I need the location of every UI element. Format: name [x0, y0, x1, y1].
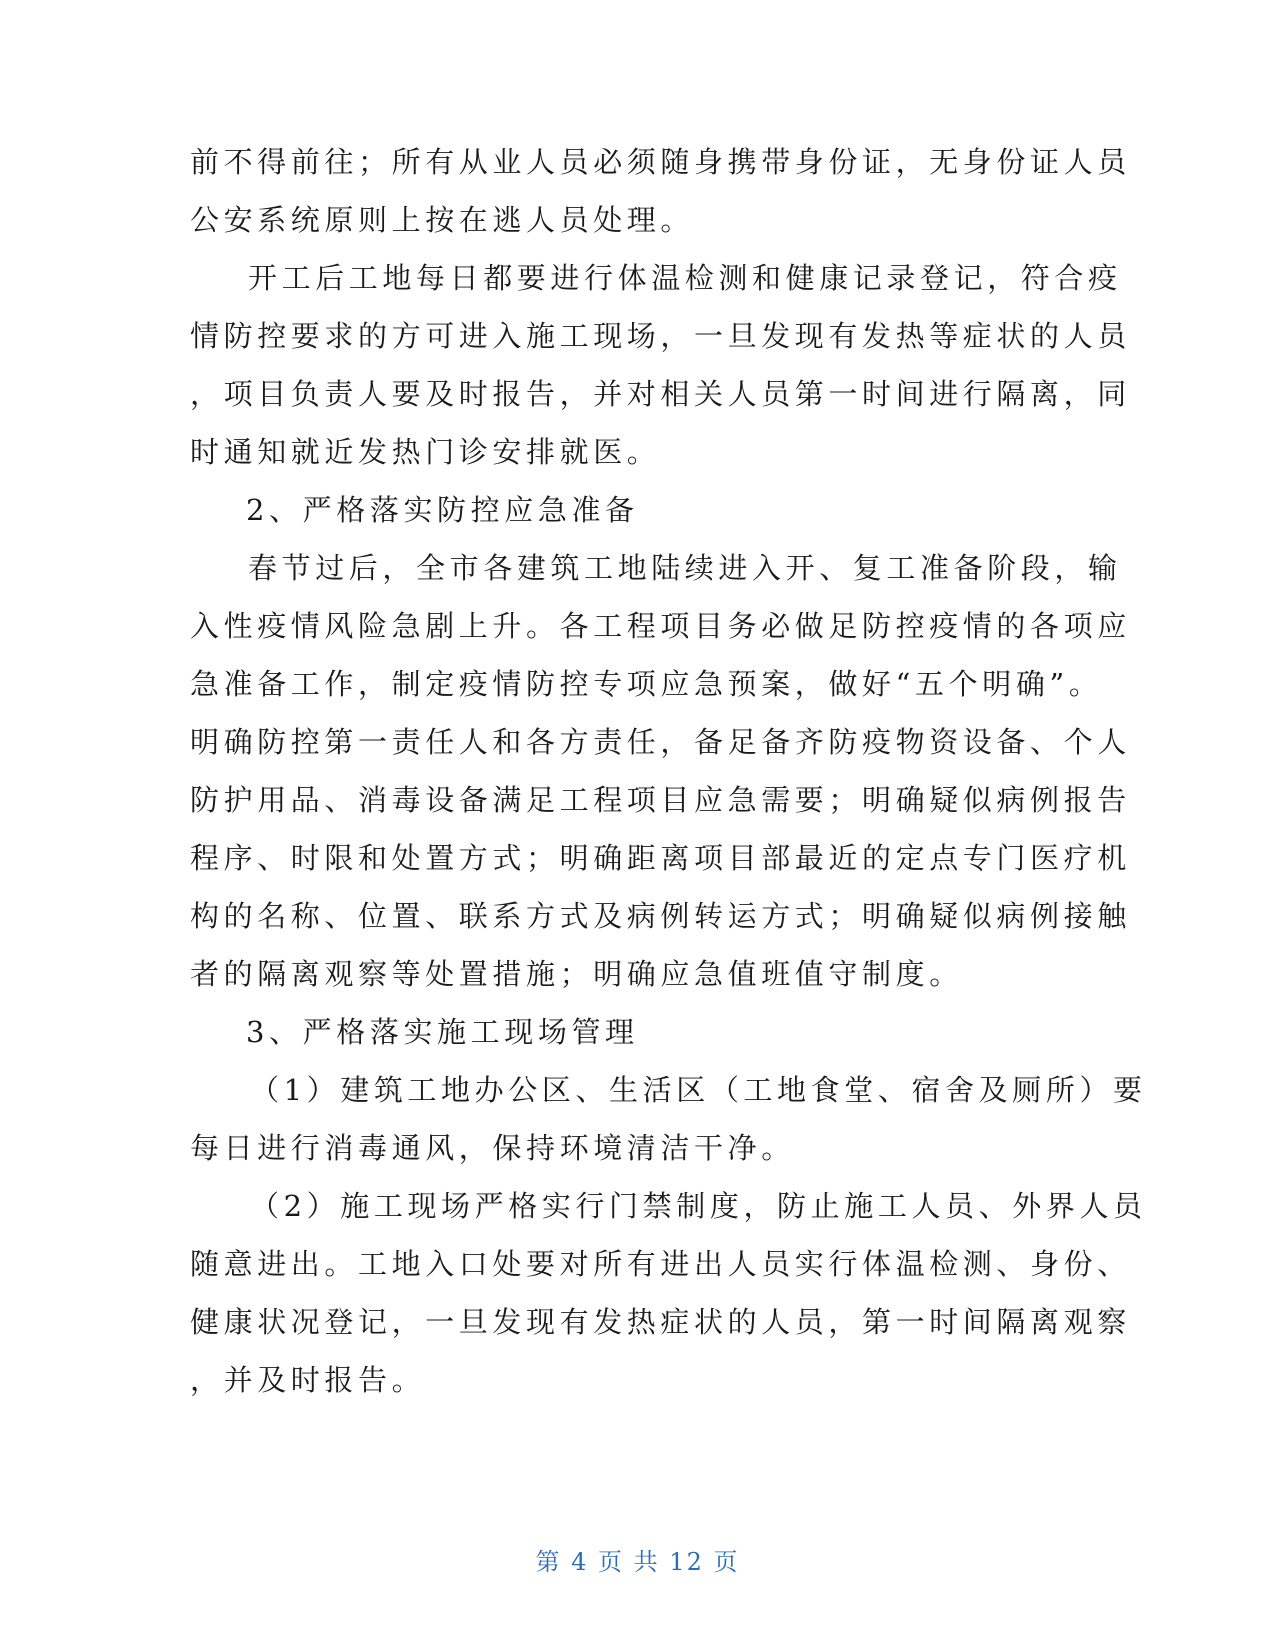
page-number-footer: 第 4 页 共 12 页 — [535, 1548, 740, 1576]
paragraph-line: 情防控要求的方可进入施工现场，一旦发现有发热等症状的人员 — [190, 319, 1131, 353]
paragraph-line: （1）建筑工地办公区、生活区（工地食堂、宿舍及厕所）要 — [250, 1073, 1147, 1107]
paragraph-line: 随意进出。工地入口处要对所有进出人员实行体温检测、身份、 — [190, 1247, 1131, 1281]
paragraph-line: 春节过后，全市各建筑工地陆续进入开、复工准备阶段，输 — [248, 551, 1122, 585]
paragraph-line: ，并及时报告。 — [190, 1363, 426, 1397]
paragraph-line: 公安系统原则上按在逃人员处理。 — [190, 203, 695, 237]
section-heading: 3、严格落实施工现场管理 — [246, 1015, 639, 1049]
paragraph-line: 者的隔离观察等处置措施；明确应急值班值守制度。 — [190, 957, 963, 991]
paragraph-line: 急准备工作，制定疫情防控专项应急预案，做好“五个明确”。 — [190, 667, 1103, 701]
paragraph-line: 健康状况登记，一旦发现有发热症状的人员，第一时间隔离观察 — [190, 1305, 1131, 1339]
paragraph-line: 防护用品、消毒设备满足工程项目应急需要；明确疑似病例报告 — [190, 783, 1131, 817]
paragraph-line: （2）施工现场严格实行门禁制度，防止施工人员、外界人员 — [250, 1189, 1147, 1223]
paragraph-line: 构的名称、位置、联系方式及病例转运方式；明确疑似病例接触 — [190, 899, 1131, 933]
paragraph-line: 前不得前往；所有从业人员必须随身携带身份证，无身份证人员 — [190, 145, 1131, 179]
paragraph-line: 明确防控第一责任人和各方责任，备足备齐防疫物资设备、个人 — [190, 725, 1131, 759]
paragraph-line: ，项目负责人要及时报告，并对相关人员第一时间进行隔离，同 — [190, 377, 1131, 411]
paragraph-line: 程序、时限和处置方式；明确距离项目部最近的定点专门医疗机 — [190, 841, 1131, 875]
paragraph-line: 时通知就近发热门诊安排就医。 — [190, 435, 661, 469]
paragraph-line: 入性疫情风险急剧上升。各工程项目务必做足防控疫情的各项应 — [190, 609, 1131, 643]
section-heading: 2、严格落实防控应急准备 — [246, 493, 639, 527]
paragraph-line: 开工后工地每日都要进行体温检测和健康记录登记，符合疫 — [248, 261, 1122, 295]
paragraph-line: 每日进行消毒通风，保持环境清洁干净。 — [190, 1131, 795, 1165]
